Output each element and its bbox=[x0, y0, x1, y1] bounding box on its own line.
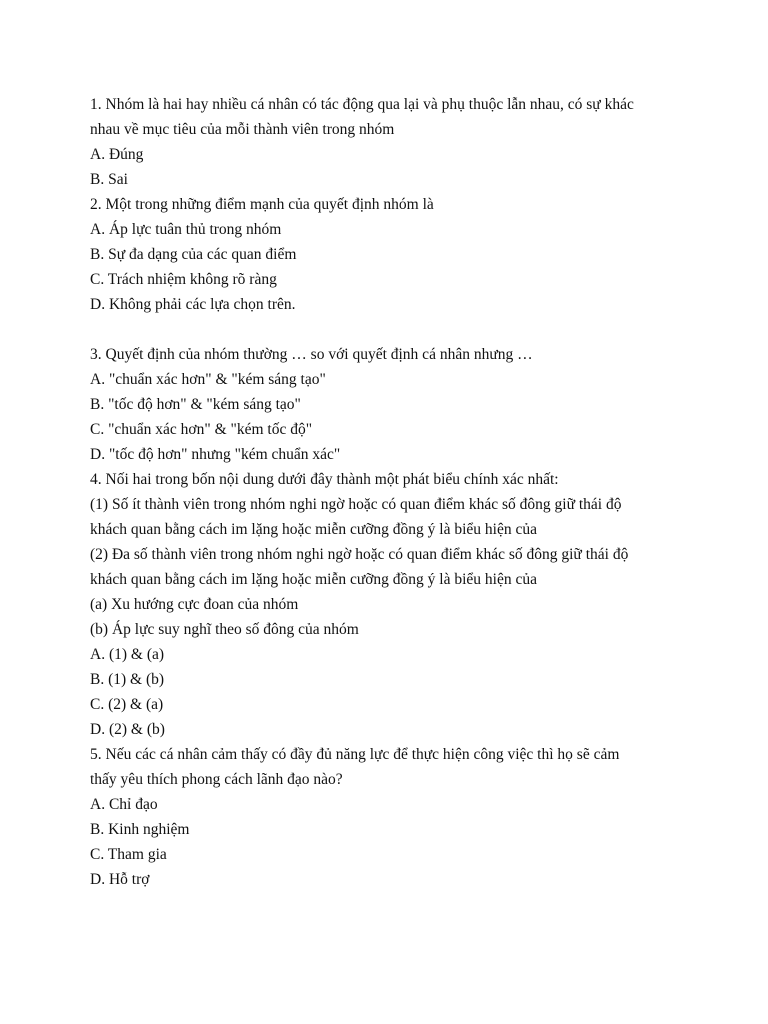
question-4-stem: (1) Số ít thành viên trong nhóm nghi ngờ hoặc có quan điểm khác số đông giữ thái độ bbox=[90, 496, 622, 513]
question-3-option-c: C. "chuẩn xác hơn" & "kém tốc độ" bbox=[90, 421, 313, 438]
question-5-stem: 5. Nếu các cá nhân cảm thấy có đầy đủ năng lực để thực hiện công việc thì họ sẽ cảm bbox=[90, 746, 620, 763]
question-4-stem: khách quan bằng cách im lặng hoặc miễn cưỡng đồng ý là biểu hiện của bbox=[90, 571, 538, 588]
question-4-stem: khách quan bằng cách im lặng hoặc miễn cưỡng đồng ý là biểu hiện của bbox=[90, 521, 538, 538]
question-4-stem: (a) Xu hướng cực đoan của nhóm bbox=[90, 596, 299, 613]
question-2-option-b: B. Sự đa dạng của các quan điểm bbox=[90, 246, 297, 263]
question-3-option-a: A. "chuẩn xác hơn" & "kém sáng tạo" bbox=[90, 371, 326, 388]
question-5-option-a: A. Chỉ đạo bbox=[90, 796, 158, 813]
question-2-option-d: D. Không phải các lựa chọn trên. bbox=[90, 296, 296, 313]
question-4-stem: 4. Nối hai trong bốn nội dung dưới đây thành một phát biểu chính xác nhất: bbox=[90, 471, 559, 488]
question-3-stem: 3. Quyết định của nhóm thường … so với quyết định cá nhân nhưng … bbox=[90, 346, 533, 363]
question-2 bbox=[90, 192, 690, 317]
question-1-option-a: A. Đúng bbox=[90, 146, 144, 163]
question-1-stem: 1. Nhóm là hai hay nhiều cá nhân có tác động qua lại và phụ thuộc lẫn nhau, có sự khác bbox=[90, 96, 634, 113]
question-3-option-b: B. "tốc độ hơn" & "kém sáng tạo" bbox=[90, 396, 301, 413]
question-1-stem: nhau về mục tiêu của mỗi thành viên trong nhóm bbox=[90, 121, 395, 138]
question-5-stem: thấy yêu thích phong cách lãnh đạo nào? bbox=[90, 771, 343, 788]
question-3-option-d: D. "tốc độ hơn" nhưng "kém chuẩn xác" bbox=[90, 446, 341, 463]
blank-line bbox=[90, 317, 690, 342]
question-4-stem: (2) Đa số thành viên trong nhóm nghi ngờ hoặc có quan điểm khác số đông giữ thái độ bbox=[90, 546, 629, 563]
question-5-option-c: C. Tham gia bbox=[90, 846, 167, 863]
question-4-option-c: C. (2) & (a) bbox=[90, 696, 164, 713]
question-5 bbox=[90, 742, 690, 892]
question-4-stem: (b) Áp lực suy nghĩ theo số đông của nhóm bbox=[90, 621, 359, 638]
question-4 bbox=[90, 467, 690, 742]
document-page bbox=[90, 92, 690, 892]
question-5-option-b: B. Kinh nghiệm bbox=[90, 821, 190, 838]
question-3 bbox=[90, 342, 690, 467]
question-2-stem: 2. Một trong những điểm mạnh của quyết định nhóm là bbox=[90, 196, 434, 213]
question-2-option-a: A. Áp lực tuân thủ trong nhóm bbox=[90, 221, 282, 238]
question-4-option-a: A. (1) & (a) bbox=[90, 646, 165, 663]
question-1 bbox=[90, 92, 690, 192]
question-4-option-b: B. (1) & (b) bbox=[90, 671, 165, 688]
question-2-option-c: C. Trách nhiệm không rõ ràng bbox=[90, 271, 277, 288]
question-5-option-d: D. Hỗ trợ bbox=[90, 871, 150, 888]
question-4-option-d: D. (2) & (b) bbox=[90, 721, 165, 738]
question-1-option-b: B. Sai bbox=[90, 171, 128, 188]
